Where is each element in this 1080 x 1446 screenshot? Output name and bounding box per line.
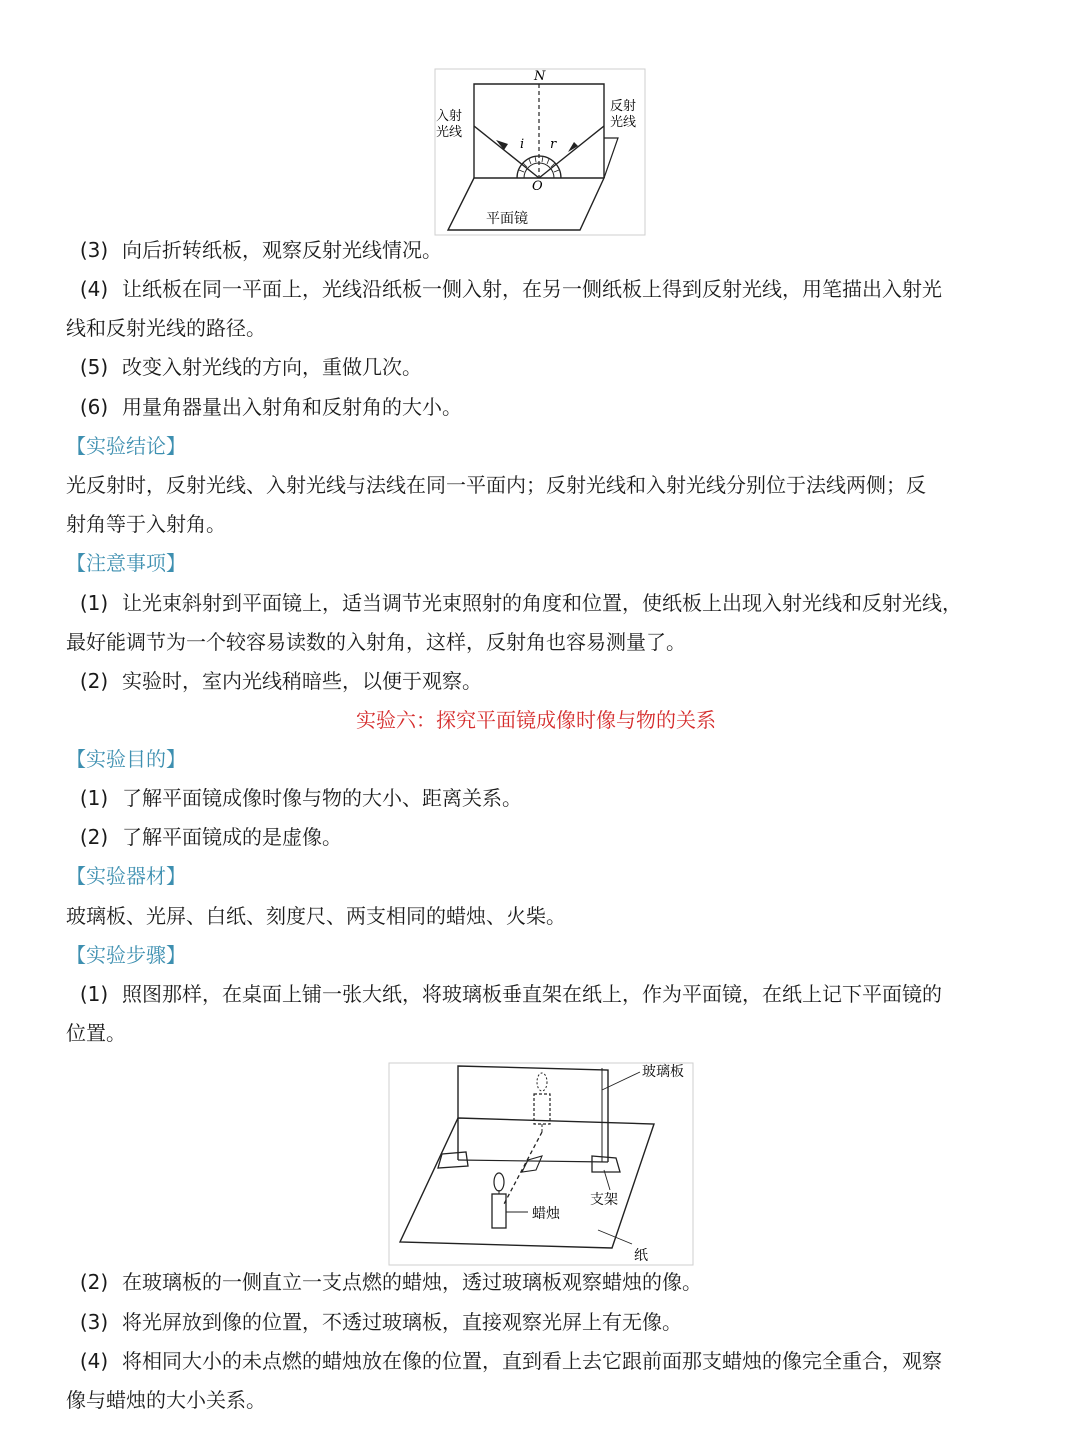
step-3 [66, 236, 1026, 264]
note-1-cont: 最好能调节为一个较容易读数的入射角，这样，反射角也容易测量了。 [66, 630, 686, 654]
step-text: 向后折转纸板，观察反射光线情况。 [122, 238, 442, 262]
steps-heading: 【实验步骤】 [66, 943, 186, 967]
purpose-text: 了解平面镜成像时像与物的大小、距离关系。 [122, 786, 522, 810]
note-text: 让光束斜射到平面镜上，适当调节光束照射的角度和位置，使纸板上出现入射光线和反射光线， [122, 591, 962, 615]
label-reflected-1: 反射 [610, 99, 637, 114]
label-stand: 支架 [590, 1192, 618, 1208]
step-text: 照图那样，在桌面上铺一张大纸，将玻璃板垂直架在纸上，作为平面镜，在纸上记下平面镜的 [122, 982, 942, 1006]
conclusion-line-2: 射角等于入射角。 [66, 512, 226, 536]
exp6-step-2 [66, 1268, 1026, 1296]
note-text: 实验时，室内光线稍暗些，以便于观察。 [122, 669, 482, 693]
label-incident-2: 光线 [436, 125, 463, 140]
step-number: (2) [79, 1270, 109, 1294]
notes-heading: 【注意事项】 [66, 551, 186, 575]
materials-heading: 【实验器材】 [66, 864, 186, 888]
step-6 [66, 393, 1026, 421]
step-number: (4) [79, 277, 109, 301]
step-number: (4) [79, 1349, 109, 1373]
exp6-step-3 [66, 1308, 1026, 1336]
step-5 [66, 353, 1026, 381]
step-number: (1) [79, 982, 109, 1006]
step-number: (5) [79, 355, 109, 379]
experiment-title: 实验六：探究平面镜成像时像与物的关系 [356, 708, 716, 732]
step-text: 在玻璃板的一侧直立一支点燃的蜡烛，透过玻璃板观察蜡烛的像。 [122, 1270, 702, 1294]
purpose-number: (2) [79, 825, 109, 849]
step-number: (3) [79, 1310, 109, 1334]
step-4 [66, 275, 1026, 303]
purpose-number: (1) [79, 786, 109, 810]
step-text: 让纸板在同一平面上，光线沿纸板一侧入射，在另一侧纸板上得到反射光线，用笔描出入射光 [122, 277, 942, 301]
step-text: 改变入射光线的方向，重做几次。 [122, 355, 422, 379]
label-mirror: 平面镜 [486, 211, 528, 227]
label-incident-1: 入射 [436, 109, 463, 124]
label-glass-board: 玻璃板 [642, 1064, 684, 1080]
label-o: O [532, 179, 543, 194]
conclusion-line-1: 光反射时，反射光线、入射光线与法线在同一平面内；反射光线和入射光线分别位于法线两侧；反 [66, 473, 926, 497]
label-n: N [534, 69, 546, 84]
purpose-1 [66, 784, 1026, 812]
mirror-imaging-diagram [388, 1062, 694, 1266]
materials-text: 玻璃板、光屏、白纸、刻度尺、两支相同的蜡烛、火柴。 [66, 904, 566, 928]
conclusion-heading: 【实验结论】 [66, 434, 186, 458]
step-number: (6) [79, 395, 109, 419]
note-2 [66, 667, 1026, 695]
purpose-2 [66, 823, 1026, 851]
exp6-step-4 [66, 1347, 1026, 1375]
note-number: (1) [79, 591, 109, 615]
step-text: 将相同大小的未点燃的蜡烛放在像的位置，直到看上去它跟前面那支蜡烛的像完全重合，观察 [122, 1349, 942, 1373]
exp6-step-1-cont: 位置。 [66, 1021, 126, 1045]
step-text: 将光屏放到像的位置，不透过玻璃板，直接观察光屏上有无像。 [122, 1310, 682, 1334]
note-number: (2) [79, 669, 109, 693]
label-candle: 蜡烛 [532, 1206, 560, 1222]
label-i: i [520, 137, 525, 152]
reflection-diagram [434, 68, 646, 236]
label-paper: 纸 [634, 1248, 648, 1264]
step-4-cont: 线和反射光线的路径。 [66, 316, 266, 340]
exp6-step-1 [66, 980, 1026, 1008]
purpose-heading: 【实验目的】 [66, 747, 186, 771]
purpose-text: 了解平面镜成的是虚像。 [122, 825, 342, 849]
exp6-step-4-cont: 像与蜡烛的大小关系。 [66, 1388, 266, 1412]
step-number: (3) [79, 238, 109, 262]
note-1 [66, 589, 1026, 617]
label-r: r [550, 137, 557, 152]
step-text: 用量角器量出入射角和反射角的大小。 [122, 395, 462, 419]
label-reflected-2: 光线 [610, 115, 637, 130]
